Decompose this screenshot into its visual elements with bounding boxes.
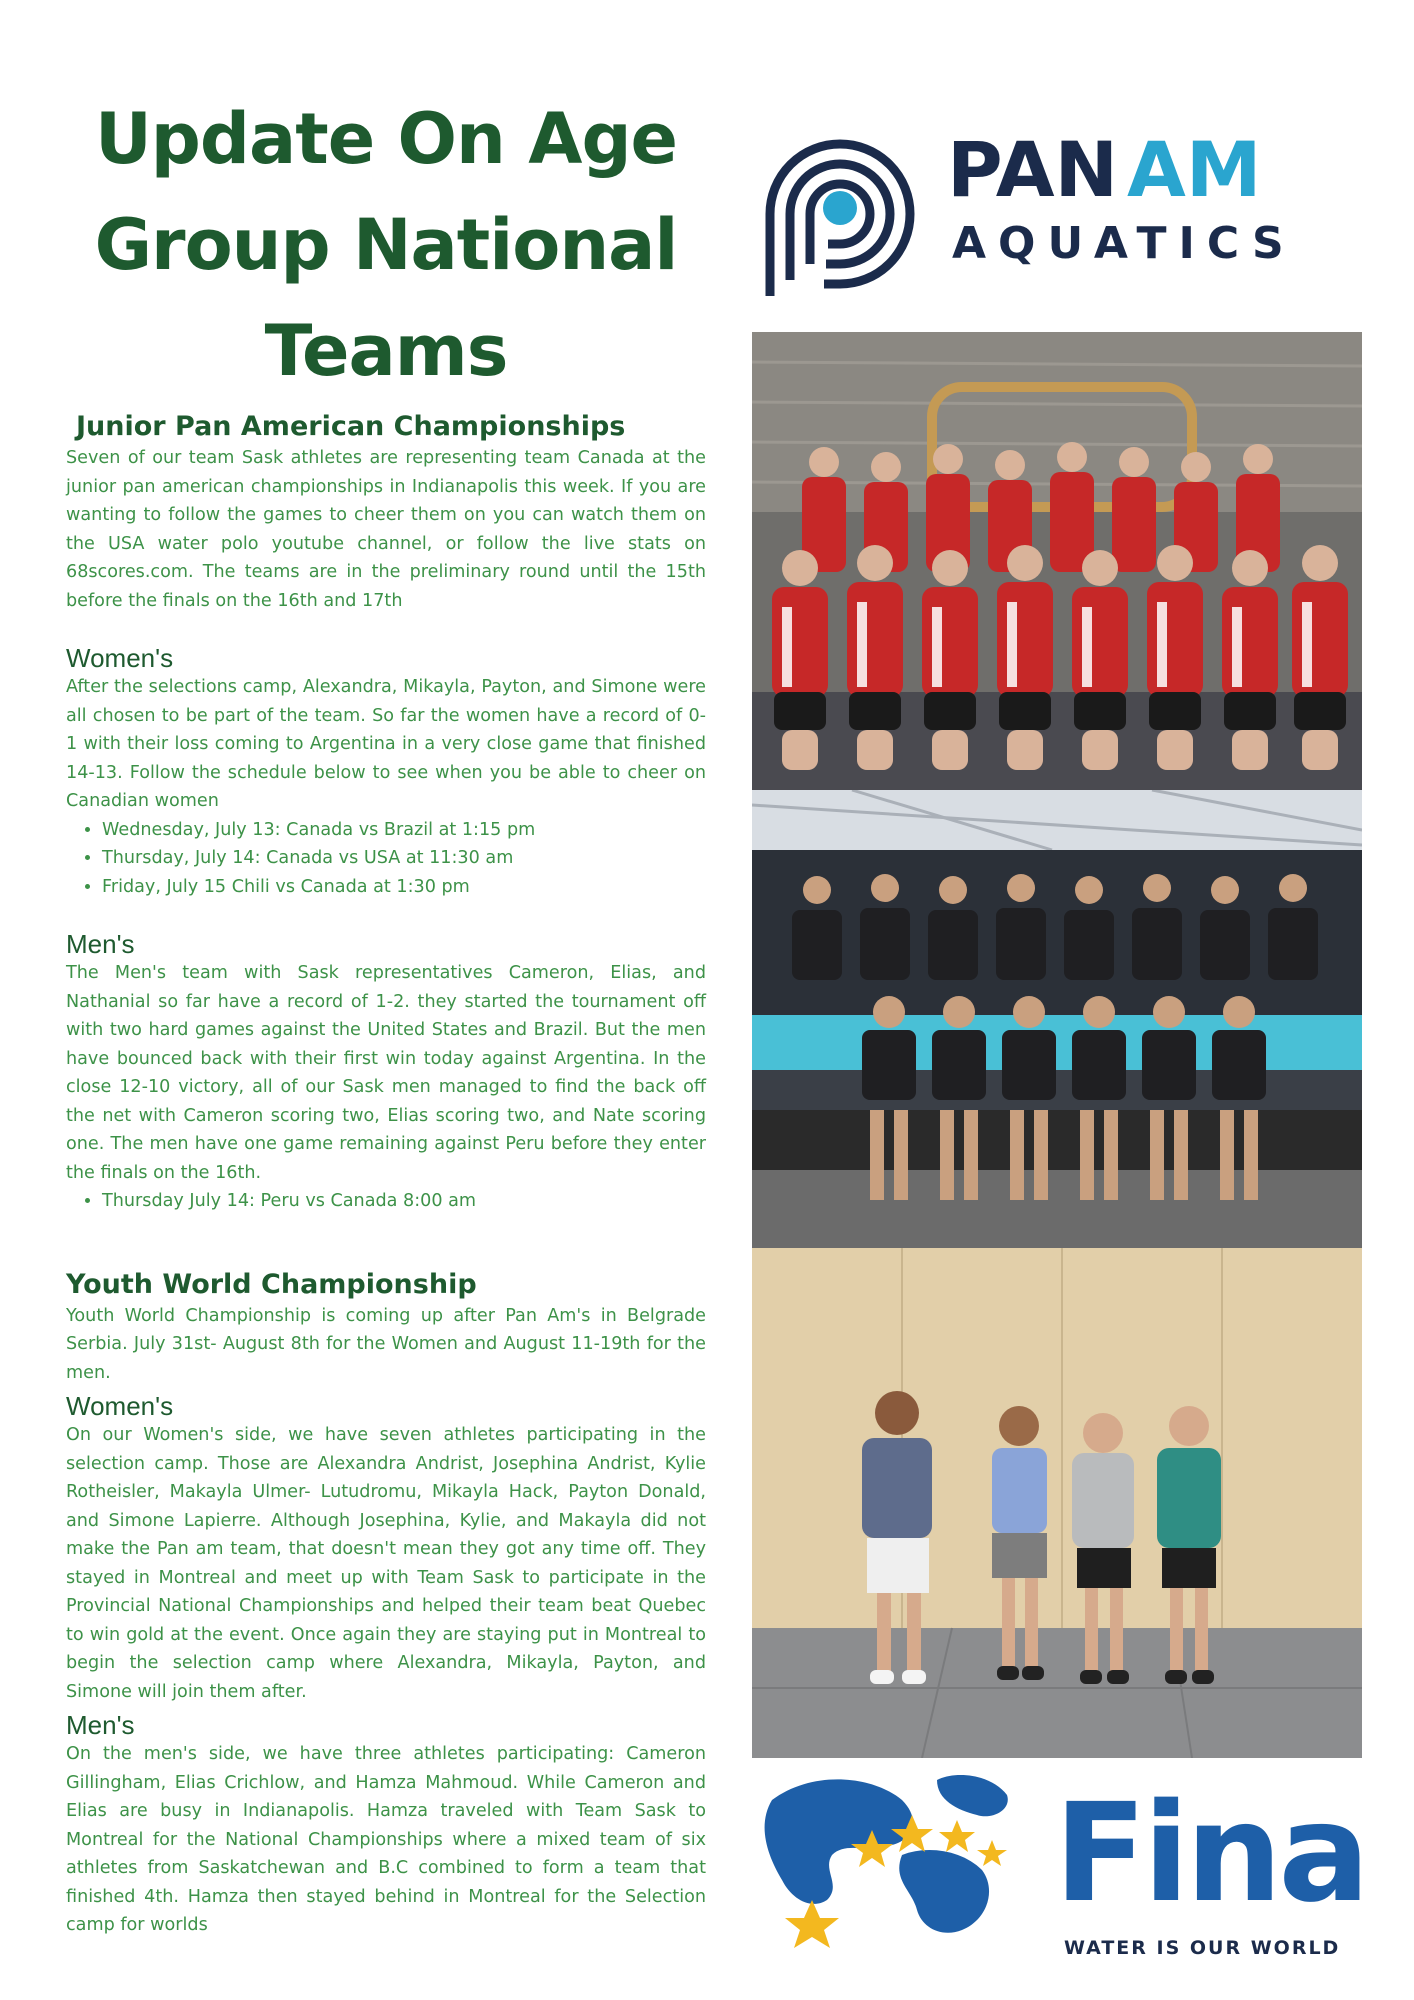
schedule-item: • Friday, July 15 Chili vs Canada at 1:30 pm (102, 873, 706, 902)
athletes-photo (752, 1248, 1362, 1758)
schedule-item: • Thursday July 14: Peru vs Canada 8:00 am (102, 1187, 706, 1216)
panam-word-aquatics: AQUATICS (952, 218, 1296, 269)
title-line-3: Teams (264, 310, 508, 392)
globe-icon (765, 1775, 1008, 1933)
page-title (66, 86, 706, 404)
youth-women-heading: Women's (66, 1391, 174, 1421)
panam-word-am: AM (1127, 125, 1262, 214)
youth-women-text: On our Women's side, we have seven athletes participating in the selection camp. Those are Alexandra Andrist, Josephina Andrist, Kylie Rotheisler, Makayla Ulmer- Lutudromu, Mikayla Hack, Payton Donald, and Simone Lapierre. Although Josephina, Kylie, and Makayla did not make the Pan am team, that doesn't mean they got any time off. They stayed in Montreal and meet up with Team Sask to participate in the Provincial National Championships and helped their team beat Quebec to win gold at the event. Once again they are staying put in Montreal to begin the selection camp where Alexandra, Mikayla, Payton, and Simone will join them after. (66, 1425, 706, 1702)
youth-heading: Youth World Championship (66, 1268, 477, 1300)
junior-women-heading: Women's (66, 643, 174, 673)
junior-men-text: The Men's team with Sask representatives Cameron, Elias, and Nathanial so far have a record of 1-2. they started the tournament off with two hard games against the United States and Brazil. But the men have bounced back with their first win today against Argentina. In the close 12-10 victory, all of our Sask men managed to find the back off the net with Cameron scoring two, Elias scoring two, and Nate scoring one. The men have one game remaining against Peru before they enter the finals on the 16th. (66, 963, 706, 1183)
panam-aquatics-logo (752, 118, 1362, 308)
fina-tagline: WATER IS OUR WORLD (1064, 1937, 1341, 1959)
junior-women-text: After the selections camp, Alexandra, Mikayla, Payton, and Simone were all chosen to be part of the team. So far the women have a record of 0-1 with their loss coming to Argentina in a very close game that finished 14-13. Follow the schedule below to see when you be able to cheer on Canadian women (66, 677, 706, 811)
women-team-photo (752, 332, 1362, 790)
image-column (752, 0, 1362, 2000)
fina-word: Fina (1054, 1775, 1362, 1933)
junior-men-schedule (66, 1187, 706, 1216)
panam-word-pan: PAN (947, 125, 1119, 214)
junior-men-heading: Men's (66, 929, 135, 959)
youth-section (66, 1268, 706, 1940)
youth-men-text: On the men's side, we have three athletes participating: Cameron Gillingham, Elias Crichlow, and Hamza Mahmoud. While Cameron and Elias are busy in Indianapolis. Hamza traveled with Team Sask to Montreal for the National Championships where a mixed team of six athletes from Saskatchewan and B.C combined to form a team that finished 4th. Hamza then stayed behind in Montreal for the Selection camp for worlds (66, 1744, 706, 1935)
junior-heading: Junior Pan American Championships (76, 411, 626, 442)
junior-intro: Seven of our team Sask athletes are representing team Canada at the junior pan american championships in Indianapolis this week. If you are wanting to follow the games to cheer them on you can watch them on the USA water polo youtube channel, or follow the live stats on 68scores.com. The teams are in the preliminary round until the 15th before the finals on the 16th and 17th (66, 448, 706, 611)
panam-p-icon (752, 118, 1362, 308)
youth-intro: Youth World Championship is coming up after Pan Am's in Belgrade Serbia. July 31st- August 8th for the Women and August 11-19th for the men. (66, 1305, 706, 1383)
title-line-2: Group National (94, 204, 678, 286)
youth-men-heading: Men's (66, 1710, 135, 1740)
schedule-item: • Thursday, July 14: Canada vs USA at 11:30 am (102, 844, 706, 873)
junior-section (66, 410, 706, 1216)
article-column (66, 86, 706, 1940)
junior-women-schedule (66, 816, 706, 902)
schedule-item: • Wednesday, July 13: Canada vs Brazil at 1:15 pm (102, 816, 706, 845)
men-team-photo (752, 790, 1362, 1248)
title-line-1: Update On Age (94, 98, 678, 180)
fina-logo (752, 1760, 1362, 1965)
